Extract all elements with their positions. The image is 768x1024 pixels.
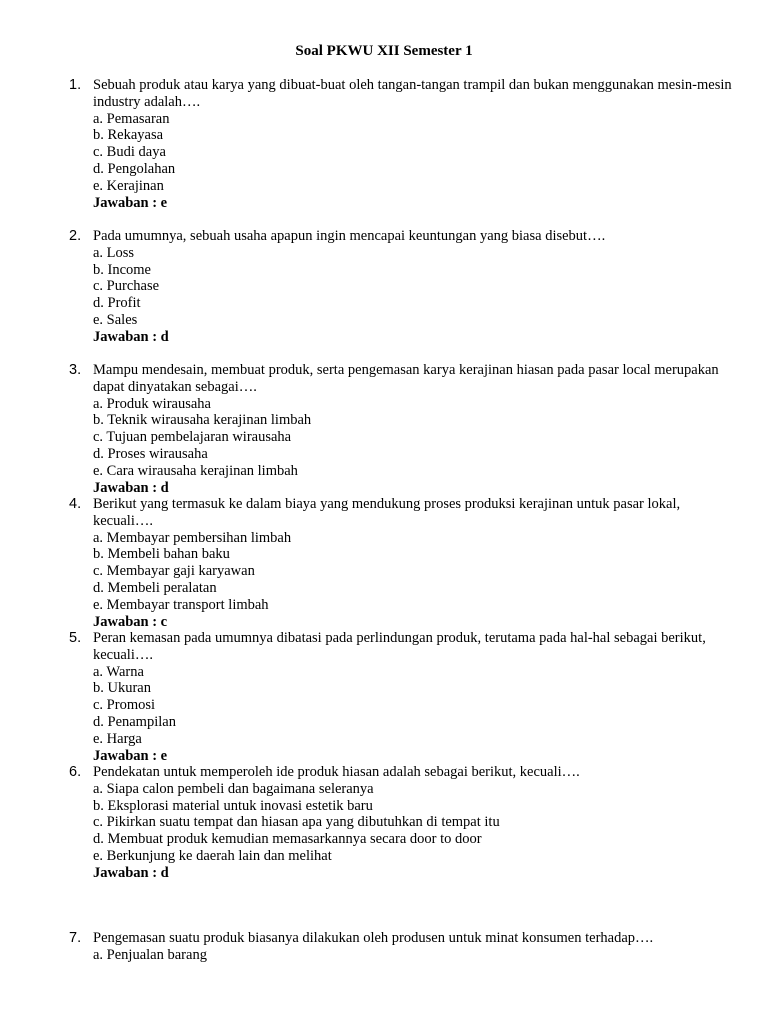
option-a: a. Loss bbox=[93, 244, 135, 261]
question-text: Berikut yang termasuk ke dalam biaya yang mendukung proses produksi kerajinan untuk pasar lokal, kecuali…. bbox=[93, 496, 681, 529]
option-c: c. Pikirkan suatu tempat dan hiasan apa yang dibutuhkan di tempat itu bbox=[93, 814, 500, 831]
question-3 bbox=[0, 362, 768, 496]
option-c: c. Budi daya bbox=[93, 144, 166, 161]
question-text: Pengemasan suatu produk biasanya dilakukan oleh produsen untuk minat konsumen terhadap…. bbox=[93, 930, 654, 946]
option-e: e. Harga bbox=[93, 730, 142, 747]
option-a: a. Membayar pembersihan limbah bbox=[93, 529, 292, 546]
option-e: e. Membayar transport limbah bbox=[93, 596, 269, 613]
option-d: d. Membeli peralatan bbox=[93, 579, 217, 596]
option-b: b. Ukuran bbox=[93, 680, 151, 697]
question-number: 1. bbox=[69, 77, 82, 93]
option-b: b. Rekayasa bbox=[93, 127, 164, 144]
option-d: d. Membuat produk kemudian memasarkannya secara door to door bbox=[93, 831, 482, 848]
question-7 bbox=[0, 930, 768, 964]
option-b: b. Teknik wirausaha kerajinan limbah bbox=[93, 412, 312, 429]
option-c: c. Membayar gaji karyawan bbox=[93, 563, 255, 580]
answer: Jawaban : e bbox=[93, 194, 168, 211]
answer: Jawaban : d bbox=[93, 328, 169, 345]
option-d: d. Penampilan bbox=[93, 713, 176, 730]
option-a: a. Siapa calon pembeli dan bagaimana seleranya bbox=[93, 780, 374, 797]
question-number: 6. bbox=[69, 764, 82, 780]
option-e: e. Sales bbox=[93, 311, 138, 328]
question-number: 5. bbox=[69, 630, 82, 646]
answer: Jawaban : e bbox=[93, 747, 168, 764]
answer: Jawaban : c bbox=[93, 613, 168, 630]
question-text: Pada umumnya, sebuah usaha apapun ingin mencapai keuntungan yang biasa disebut…. bbox=[93, 228, 606, 244]
option-d: d. Pengolahan bbox=[93, 160, 176, 177]
option-e: e. Kerajinan bbox=[93, 177, 164, 194]
question-text: Mampu mendesain, membuat produk, serta pengemasan karya kerajinan hiasan pada pasar local merupakan dapat dinyatakan sebagai…. bbox=[93, 362, 719, 395]
option-a: a. Pemasaran bbox=[93, 110, 170, 127]
question-4 bbox=[0, 496, 768, 630]
question-text: Sebuah produk atau karya yang dibuat-buat oleh tangan-tangan trampil dan bukan menggunakan mesin-mesin industry adalah…. bbox=[93, 77, 732, 110]
question-text: Peran kemasan pada umumnya dibatasi pada perlindungan produk, terutama pada hal-hal sebagai berikut, kecuali…. bbox=[93, 630, 706, 663]
question-text: Pendekatan untuk memperoleh ide produk hiasan adalah sebagai berikut, kecuali…. bbox=[93, 764, 580, 780]
option-c: c. Promosi bbox=[93, 697, 156, 714]
question-6 bbox=[0, 764, 768, 882]
question-1 bbox=[0, 77, 768, 211]
answer: Jawaban : d bbox=[93, 479, 169, 496]
option-a: a. Penjualan barang bbox=[93, 946, 207, 963]
option-c: c. Tujuan pembelajaran wirausaha bbox=[93, 429, 292, 446]
question-number: 7. bbox=[69, 930, 82, 946]
option-a: a. Warna bbox=[93, 663, 144, 680]
option-c: c. Purchase bbox=[93, 278, 160, 295]
question-5 bbox=[0, 630, 768, 764]
question-2 bbox=[0, 228, 768, 346]
option-d: d. Profit bbox=[93, 295, 141, 312]
option-b: b. Membeli bahan baku bbox=[93, 546, 230, 563]
option-b: b. Eksplorasi material untuk inovasi estetik baru bbox=[93, 797, 373, 814]
answer: Jawaban : d bbox=[93, 864, 169, 881]
option-e: e. Cara wirausaha kerajinan limbah bbox=[93, 462, 298, 479]
option-e: e. Berkunjung ke daerah lain dan melihat bbox=[93, 847, 332, 864]
option-b: b. Income bbox=[93, 261, 151, 278]
option-a: a. Produk wirausaha bbox=[93, 395, 211, 412]
question-number: 3. bbox=[69, 362, 82, 378]
option-d: d. Proses wirausaha bbox=[93, 445, 208, 462]
question-number: 2. bbox=[69, 228, 82, 244]
question-number: 4. bbox=[69, 496, 82, 512]
page-title: Soal PKWU XII Semester 1 bbox=[295, 43, 473, 59]
